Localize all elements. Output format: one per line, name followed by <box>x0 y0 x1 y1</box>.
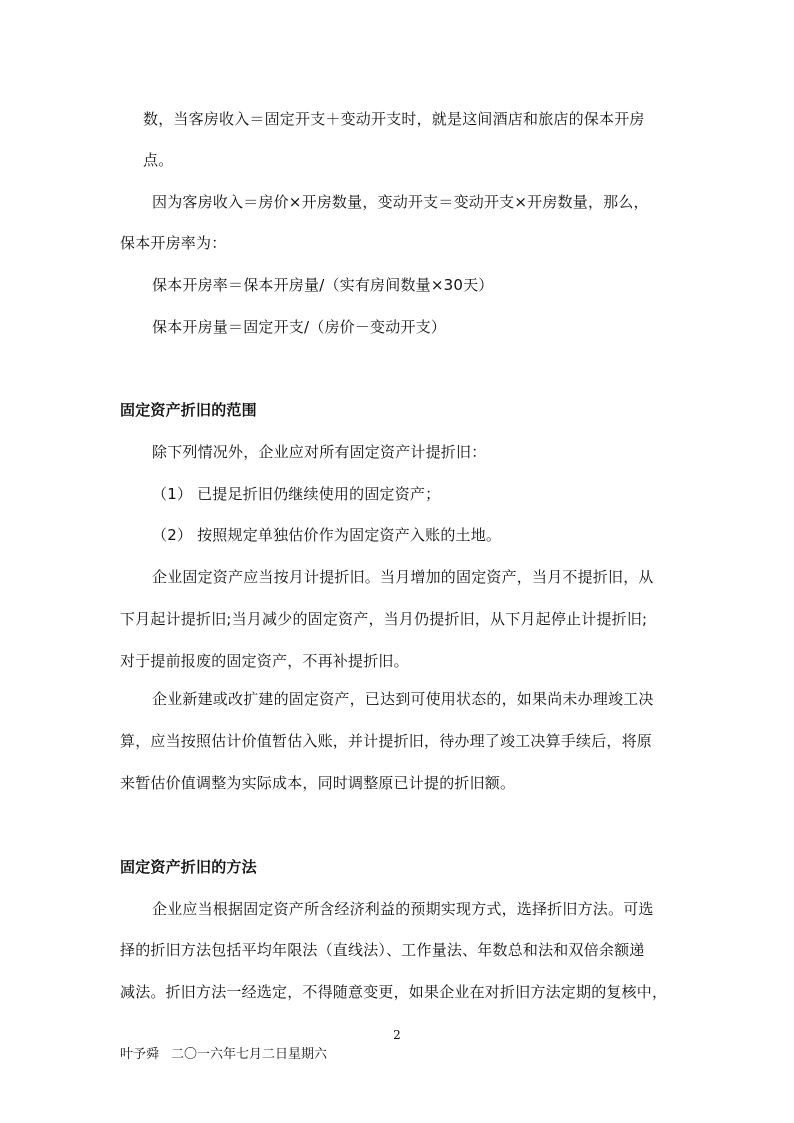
page-footer <box>120 1043 327 1062</box>
paragraph-line: 点。 <box>143 151 174 169</box>
formula-line: 保本开房量＝固定开支/（房价－变动开支） <box>152 318 447 336</box>
paragraph-line: 保本开房率为： <box>120 234 227 252</box>
paragraph-line: 算，应当按照估计价值暂估入账，并计提折旧，待办理了竣工决算手续后，将原 <box>120 732 653 750</box>
section-heading: 固定资产折旧的范围 <box>120 401 257 419</box>
paragraph-line: 减法。折旧方法一经选定，不得随意变更，如果企业在对折旧方法定期的复核中， <box>120 983 668 1001</box>
paragraph-line: 因为客房收入＝房价×开房数量，变动开支＝变动开支×开房数量，那么， <box>152 193 649 211</box>
list-item: （1） 已提足折旧仍继续使用的固定资产； <box>152 485 441 503</box>
paragraph-line: 企业固定资产应当按月计提折旧。当月增加的固定资产，当月不提折旧，从 <box>152 568 654 586</box>
list-item: （2） 按照规定单独估价作为固定资产入账的土地。 <box>152 526 502 544</box>
paragraph-line: 对于提前报废的固定资产，不再补提折旧。 <box>120 652 409 670</box>
paragraph-line: 下月起计提折旧;当月减少的固定资产，当月仍提折旧，从下月起停止计提折旧; <box>120 610 648 628</box>
paragraph-line: 企业应当根据固定资产所含经济利益的预期实现方式，选择折旧方法。可选 <box>152 900 654 918</box>
page-number: 2 <box>393 1028 401 1042</box>
section-heading: 固定资产折旧的方法 <box>120 858 257 876</box>
paragraph-line: 数，当客房收入＝固定开支＋变动开支时，就是这间酒店和旅店的保本开房 <box>143 110 645 128</box>
paragraph-line: 来暂估价值调整为实际成本，同时调整原已计提的折旧额。 <box>120 774 516 792</box>
paragraph-line: 企业新建或改扩建的固定资产，已达到可使用状态的，如果尚未办理竣工决 <box>152 690 654 708</box>
paragraph-line: 择的折旧方法包括平均年限法（直线法）、工作量法、年数总和法和双倍余额递 <box>120 941 645 959</box>
footer-date: 二〇一六年七月二日星期六 <box>171 1047 328 1062</box>
formula-line: 保本开房率＝保本开房量/（实有房间数量×30天） <box>152 276 494 294</box>
footer-author: 叶予舜 <box>120 1047 160 1062</box>
paragraph-line: 除下列情况外，企业应对所有固定资产计提折旧： <box>152 443 487 461</box>
